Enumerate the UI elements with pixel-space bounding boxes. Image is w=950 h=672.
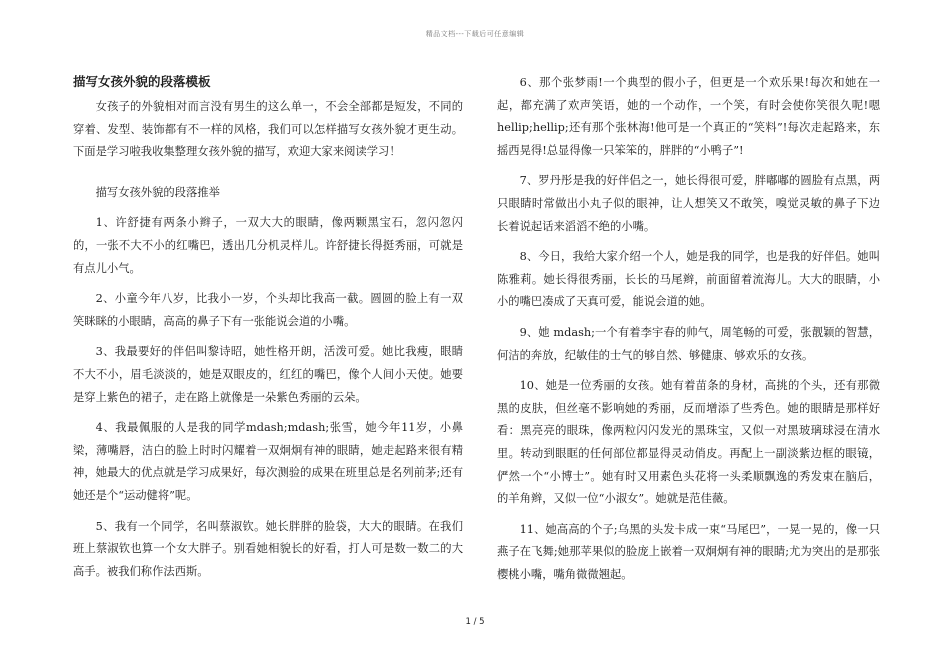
paragraph-1: 1、许舒捷有两条小辫子，一双大大的眼睛，像两颗黑宝石，忽闪忽闪的，一张不大不小的红嘴巴，透出几分机灵样儿。许舒捷长得挺秀丽，可就是有点儿小气。 xyxy=(73,216,463,275)
paragraph-4: 4、我最佩服的人是我的同学mdash;mdash;张雪，她今年11岁，小鼻梁，薄嘴唇，洁白的脸上时时闪耀着一双炯炯有神的眼睛，她走起路来很有精神，她最大的优点就是学习成果好，每次测验的成果在班里总是名列前茅;还有她还是个“运动健将”呢。 xyxy=(73,421,463,502)
paragraph-2: 2、小童今年八岁，比我小一岁，个头却比我高一截。圆圆的脸上有一双笑眯眯的小眼睛，高高的鼻子下有一张能说会道的小嘴。 xyxy=(73,292,463,328)
page-header: 精品文档---下载后可任意编辑 xyxy=(425,30,525,38)
right-column xyxy=(497,72,880,594)
paragraph-8: 8、今日，我给大家介绍一个人，她是我的同学，也是我的好伴侣。她叫陈雅莉。她长得很秀丽，长长的马尾辫，前面留着流海儿。大大的眼睛，小小的嘴巴凑成了天真可爱，能说会道的她。 xyxy=(497,250,880,309)
paragraph-11: 11、她高高的个子;乌黑的头发卡成一束“马尾巴”，一晃一晃的，像一只燕子在飞舞;她那苹果似的脸庞上嵌着一双炯炯有神的眼睛;尤为突出的是那张樱桃小嘴，嘴角微微翘起。 xyxy=(497,522,880,581)
paragraph-10: 10、她是一位秀丽的女孩。她有着苗条的身材，高挑的个头，还有那微黑的皮肤，但丝毫不影响她的秀丽，反而增添了些秀色。她的眼睛是那样好看：黑亮亮的眼珠，像两粒闪闪发光的黑珠宝，又似一对黑玻璃球浸在清水里。转动到眼眶的任何部位都显得灵动俏皮。再配上一副淡紫边框的眼镜，俨然一个“小博士”。她有时又用素色头花将一头柔顺飘逸的秀发束在脑后，的羊角辫，又似一位“小淑女”。她就是范佳薇。 xyxy=(497,379,880,506)
page-number: 1 / 5 xyxy=(465,617,485,627)
left-column xyxy=(73,72,463,591)
paragraph-5: 5、我有一个同学，名叫蔡淑钦。她长胖胖的脸袋，大大的眼睛。在我们班上蔡淑钦也算一个女大胖子。别看她相貌长的好看，打人可是数一数二的大高手。被我们称作法西斯。 xyxy=(73,519,463,578)
paragraph-7: 7、罗丹彤是我的好伴侣之一，她长得很可爱，胖嘟嘟的圆脸有点黑，两只眼睛时常做出小丸子似的眼神，让人想笑又不敢笑，嗅觉灵敏的鼻子下边长着说起话来滔滔不绝的小嘴。 xyxy=(497,174,880,233)
document-title: 描写女孩外貌的段落模板 xyxy=(73,74,211,89)
paragraph-9: 9、她 mdash;一个有着李宇春的帅气，周笔畅的可爱，张靓颖的智慧，何洁的奔放，纪敏佳的士气的够自然、够健康、够欢乐的女孩。 xyxy=(497,325,880,362)
paragraph-6: 6、那个张梦雨!一个典型的假小子，但更是一个欢乐果!每次和她在一起，都充满了欢声笑语，她的一个动作，一个笑，有时会使你笑很久呢!嗯 hellip;hellip;还有那个张林海!他可是一个真正的“笑料”!每次走起路来，东摇西晃得!总显得像一只笨笨的，胖胖的“小鸭子”! xyxy=(497,76,880,157)
paragraph-3: 3、我最要好的伴侣叫黎诗昭，她性格开朗，活泼可爱。她比我瘦，眼睛不大不小，眉毛淡淡的，她是双眼皮的，红红的嘴巴，像个人间小天使。她要是穿上紫色的裙子，走在路上就像是一朵紫色秀丽的云朵。 xyxy=(73,345,463,404)
section-subtitle: 描写女孩外貌的段落推举 xyxy=(95,185,220,199)
intro-paragraph: 女孩子的外貌相对而言没有男生的这么单一，不会全部都是短发，不同的穿着、发型、装饰都有不一样的风格，我们可以怎样描写女孩外貌才更生动。下面是学习啦我收集整理女孩外貌的描写，欢迎大家来阅读学习！ xyxy=(73,100,463,159)
